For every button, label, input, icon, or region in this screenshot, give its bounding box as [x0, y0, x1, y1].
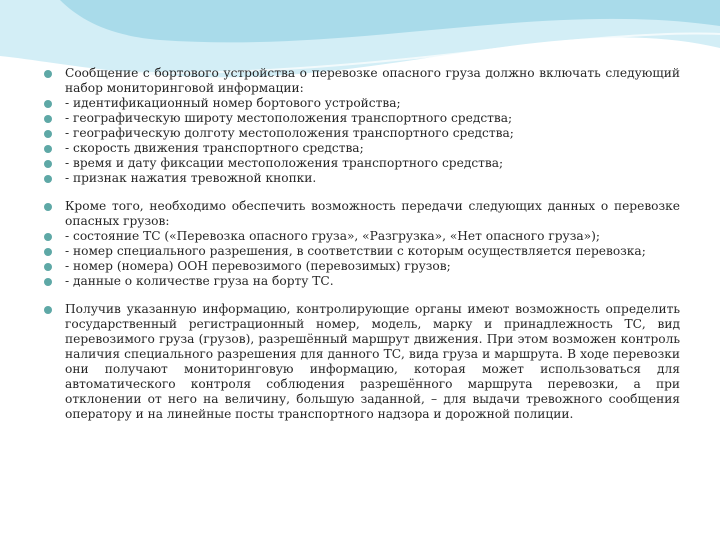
- bullet-text: - состояние ТС («Перевозка опасного груза», «Разгрузка», «Нет опасного груза»);: [65, 229, 600, 243]
- bullet-icon: [44, 278, 52, 286]
- bullet-icon: [44, 160, 52, 168]
- bullet-text: - признак нажатия тревожной кнопки.: [65, 171, 317, 185]
- group-gap: [40, 186, 680, 199]
- bullet-text: - географическую широту местоположения транспортного средства;: [65, 111, 513, 125]
- bullet-item: [40, 199, 680, 229]
- bullet-icon: [44, 233, 52, 241]
- bullet-text: - номер специального разрешения, в соответствии с которым осуществляется перевозка;: [65, 244, 646, 258]
- bullet-text: - скорость движения транспортного средства;: [65, 141, 364, 155]
- bullet-icon: [44, 306, 52, 314]
- bullet-item: [40, 141, 680, 156]
- bullet-text: Сообщение с бортового устройства о перевозке опасного груза должно включать следующий набор мониторинговой информации:: [65, 66, 680, 95]
- bullet-icon: [44, 115, 52, 123]
- bullet-item: [40, 302, 680, 422]
- bullet-icon: [44, 248, 52, 256]
- bullet-item: [40, 156, 680, 171]
- bullet-item: [40, 229, 680, 244]
- bullet-text: - географическую долготу местоположения транспортного средства;: [65, 126, 514, 140]
- bullet-icon: [44, 130, 52, 138]
- bullet-icon: [44, 175, 52, 183]
- bullet-text: Кроме того, необходимо обеспечить возможность передачи следующих данных о перевозке опасных грузов:: [65, 199, 680, 228]
- bullet-icon: [44, 70, 52, 78]
- bullet-item: [40, 259, 680, 274]
- bullet-item: [40, 171, 680, 186]
- bullet-item: [40, 126, 680, 141]
- bullet-item: [40, 66, 680, 96]
- bullet-item: [40, 111, 680, 126]
- bullet-text: - данные о количестве груза на борту ТС.: [65, 274, 334, 288]
- bullet-text: - время и дату фиксации местоположения транспортного средства;: [65, 156, 504, 170]
- bullet-text: Получив указанную информацию, контролирующие органы имеют возможность определить государственный регистрационный номер, модель, марку и принадлежность ТС, вид перевозимого груза (грузов), разрешённый маршрут движения. При этом возможен контроль наличия специального разрешения для данного ТС, вида груза и маршрута. В ходе перевозки они получают мониторинговую информацию, которая может использоваться для автоматического контроля соблюдения разрешённого маршрута перевозки, а при отклонении от него на величину, большую заданной, – для выдачи тревожного сообщения оператору и на линейные посты транспортного надзора и дорожной полиции.: [65, 302, 680, 421]
- bullet-text: - идентификационный номер бортового устройства;: [65, 96, 401, 110]
- bullet-item: [40, 96, 680, 111]
- bullet-icon: [44, 100, 52, 108]
- bullet-icon: [44, 203, 52, 211]
- bullet-item: [40, 244, 680, 259]
- bullet-icon: [44, 263, 52, 271]
- group-gap: [40, 289, 680, 302]
- bullet-item: [40, 274, 680, 289]
- bullet-content: [40, 66, 680, 422]
- bullet-icon: [44, 145, 52, 153]
- bullet-text: - номер (номера) ООН перевозимого (перевозимых) грузов;: [65, 259, 451, 273]
